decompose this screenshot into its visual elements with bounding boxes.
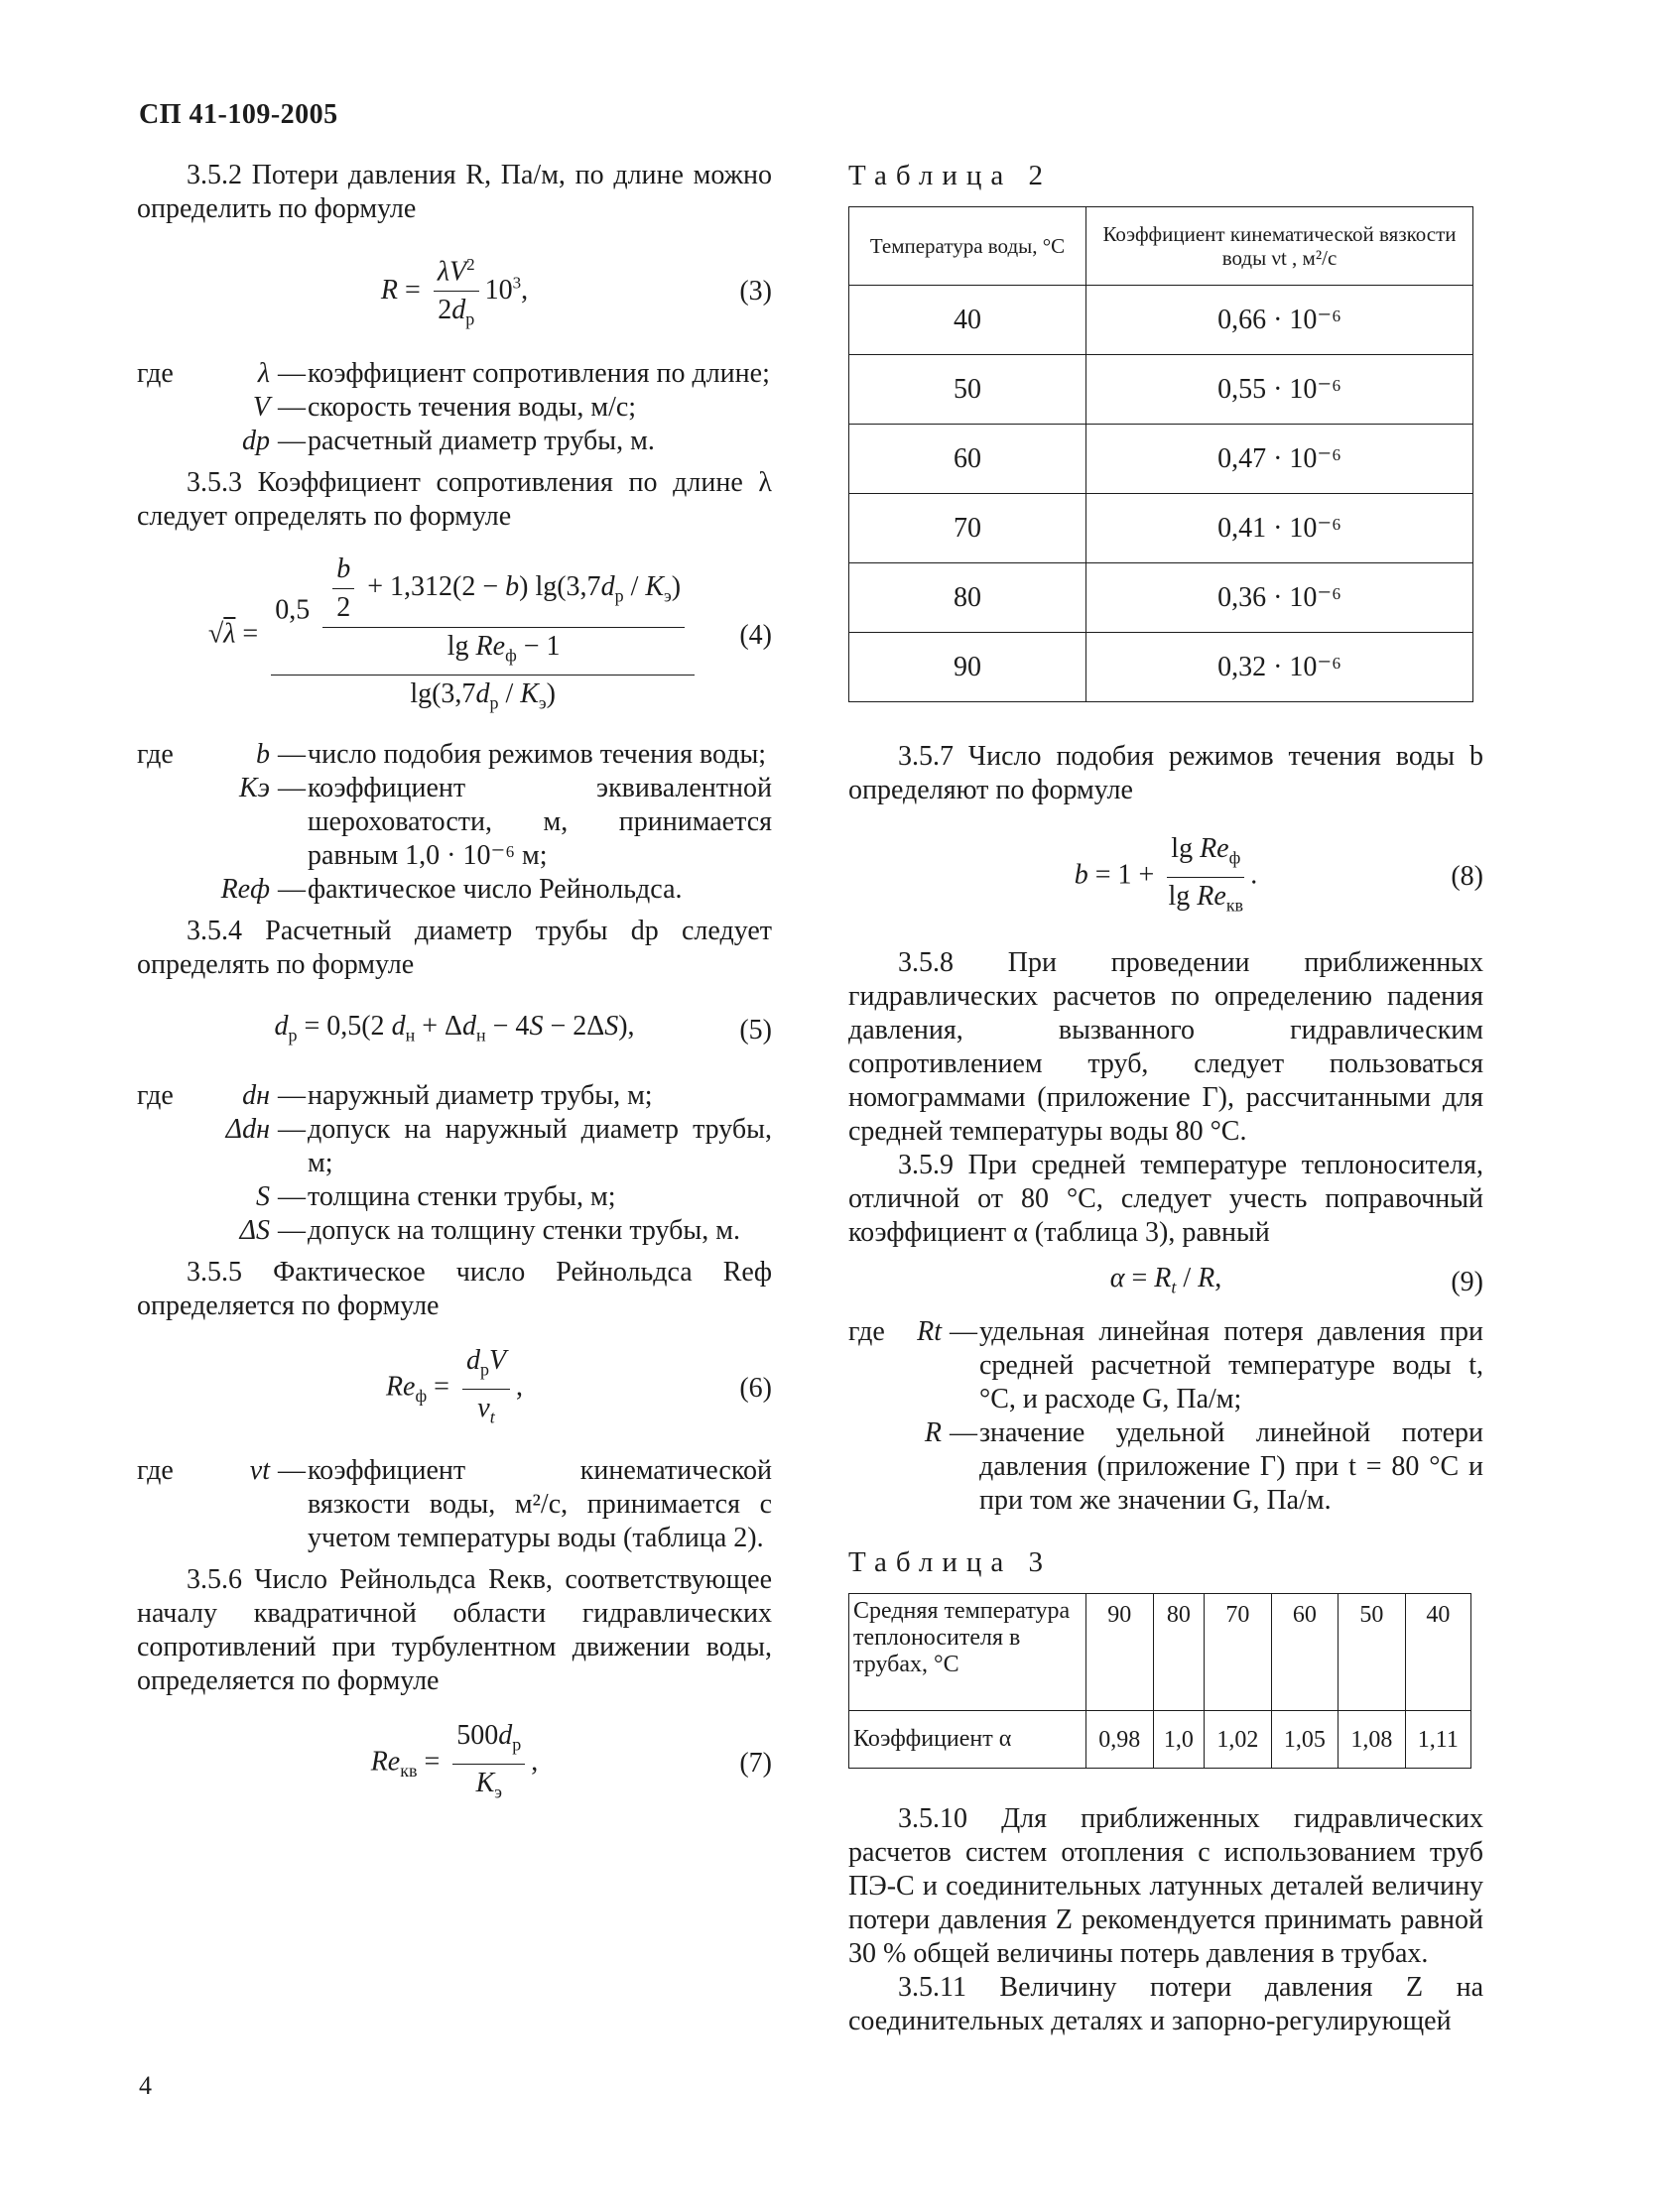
formula-7-number: (7) [739,1748,772,1779]
table-2 [848,206,1473,702]
where-list-4: где b — число подобия режимов течения воды; Kэ — коэффициент эквивалентной шероховатости, м, принимается равным 1,0 · 10⁻⁶ м; Reф — фактическое число Рейнольдса. [137,739,772,905]
table-2-header-temperature: Температура воды, °С [849,207,1086,286]
table-row: 80 0,36 · 10⁻⁶ [849,563,1473,633]
formula-7 [137,1716,772,1811]
table-row: 90 0,32 · 10⁻⁶ [849,633,1473,702]
formula-6 [137,1341,772,1436]
paragraph-3-5-10: 3.5.10 Для приближенных гидравлических расчетов систем отопления с использованием труб ПЭ-С и соединительных латунных деталей величину потери давления Z рекомендуется принимать равной 30 % общей величины потерь давления в трубах. [848,1803,1483,1969]
formula-4-number: (4) [739,620,772,651]
formula-4 [137,552,772,720]
formula-3-number: (3) [739,276,772,307]
table-2-caption: Таблица 2 [848,160,1053,191]
table-row: 50 0,55 · 10⁻⁶ [849,355,1473,425]
paragraph-3-5-2: 3.5.2 Потери давления R, Па/м, по длине можно определить по формуле [137,160,772,224]
formula-6-body: $Re_ф$ = $\frac{d_рV}{\nu_t}$ , [385,1344,524,1427]
where-list-3: где λ — коэффициент сопротивления по длине; V — скорость течения воды, м/с; dр — расчетный диаметр трубы, м. [137,358,770,456]
table-3 [848,1593,1471,1769]
paragraph-3-5-6: 3.5.6 Число Рейнольдса Reкв, соответствующее началу квадратичной области гидравлических сопротивлений при турбулентном движении воды, определяется по формуле [137,1564,772,1696]
table-3-row-label-temperature: Средняя температура теплоносителя в трубах, °С [849,1594,1086,1711]
formula-7-body: $Re_{кв}$ = $\frac{500d_р}{K_э}$ , [370,1719,539,1802]
formula-5-body: $d_р = 0,5(2$ $d_н + \Delta d_н - 4S - 2\Delta S$), [274,1010,635,1045]
right-column [848,159,1483,2038]
formula-8 [848,825,1483,928]
table-row: 70 0,41 · 10⁻⁶ [849,494,1473,563]
document-code-header: СП 41-109-2005 [139,99,338,130]
paragraph-3-5-4: 3.5.4 Расчетный диаметр трубы dр следует определять по формуле [137,916,772,980]
formula-8-body: b = 1 + $\frac{\lg Re_ф}{\lg Re_{кв}}$ . [1074,832,1258,916]
paragraph-3-5-9: 3.5.9 При средней температуре теплоносителя, отличной от 80 °С, следует учесть поправочный коэффициент α (таблица 3), равный [848,1150,1483,1248]
table-row: 60 0,47 · 10⁻⁶ [849,425,1473,494]
left-column [137,159,772,1829]
paragraph-3-5-5: 3.5.5 Фактическое число Рейнольдса Reф определяется по формуле [137,1257,772,1321]
table-row: 40 0,66 · 10⁻⁶ [849,286,1473,355]
table-2-header-row [849,207,1473,286]
formula-9-body: $\alpha = R_t / R$, [1109,1262,1222,1297]
formula-8-number: (8) [1451,861,1483,892]
formula-4-body: √λ = 0,5 $\frac{b}{2}$ + 1,312(2 − b) $\lg(3,7d_р / K_э)$ $\lg Re_ф - 1$ $\lg(3,7d_р / K_э)$ [208,553,701,719]
formula-3 [137,244,772,339]
formula-5 [137,1000,772,1061]
paragraph-3-5-7: 3.5.7 Число подобия режимов течения воды b определяют по формуле [848,741,1483,805]
paragraph-3-5-3: 3.5.3 Коэффициент сопротивления по длине λ следует определять по формуле [137,467,772,532]
formula-9 [848,1258,1483,1307]
formula-3-body: R = $\frac{\lambda V^2}{2d_р}$ $10^3$, [381,248,528,336]
table-3-row-label-coefficient: Коэффициент α [849,1711,1086,1769]
table-3-caption: Таблица 3 [848,1546,1053,1578]
formula-5-number: (5) [739,1015,772,1045]
where-list-9: где Rt — удельная линейная потеря давления при средней расчетной температуре воды t, °С, и расходе G, Па/м; R — значение удельной линейной потери давления (приложение Г) при t = 80 °С и при том же значении G, Па/м. [848,1316,1483,1516]
page-number: 4 [139,2071,152,2100]
where-list-5: где dн — наружный диаметр трубы, м; Δdн — допуск на наружный диаметр трубы, м; S — толщина стенки трубы, м; ΔS — допуск на толщину стенки трубы, м. [137,1080,772,1246]
table-3-coefficient-row: Коэффициент α 0,98 1,0 1,02 1,05 1,08 1,11 [849,1711,1471,1769]
formula-9-number: (9) [1451,1267,1483,1297]
paragraph-3-5-11: 3.5.11 Величину потери давления Z на соединительных деталях и запорно-регулирующей [848,1972,1483,2036]
where-list-6: где νt — коэффициент кинематической вязкости воды, м²/с, принимается с учетом температуры воды (таблица 2). [137,1455,772,1553]
formula-6-number: (6) [739,1373,772,1404]
table-3-temperature-row: Средняя температура теплоносителя в трубах, °С 90 80 70 60 50 40 [849,1594,1471,1711]
paragraph-3-5-8: 3.5.8 При проведении приближенных гидравлических расчетов по определению падения давления, вызванного гидравлическим сопротивлением труб, следует пользоваться номограммами (приложение Г), рассчитанными для средней температуры воды 80 °С. [848,947,1483,1147]
table-2-header-viscosity: Коэффициент кинематической вязкости воды νt , м²/с [1086,207,1473,286]
